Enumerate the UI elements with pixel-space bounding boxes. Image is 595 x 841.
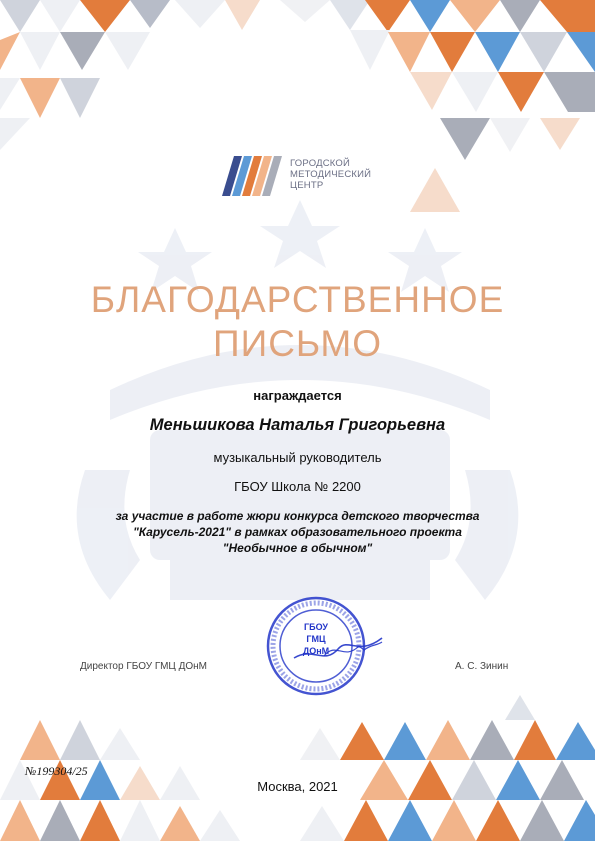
award-description: за участие в работе жюри конкурса детского творчества "Карусель-2021" в рамках образовательного проекта "Необычное в обычном" [115, 509, 480, 555]
document-title-line-1: БЛАГОДАРСТВЕННОЕ [90, 279, 505, 320]
city-year: Москва, 2021 [257, 779, 338, 794]
stamp-text-2: ГМЦ [306, 634, 326, 644]
stamp-text-3: ДОнМ [302, 646, 330, 656]
director-title: Директор ГБОУ ГМЦ ДОнМ [80, 661, 207, 672]
logo-line-1: ГОРОДСКОЙ [290, 158, 351, 169]
organization-logo [222, 156, 392, 198]
awarded-label: награждается [253, 388, 342, 403]
logo-line-3: ЦЕНТР [290, 180, 324, 191]
director-name: А. С. Зинин [455, 661, 509, 672]
logo-text [290, 158, 371, 191]
document-title-line-2: ПИСЬМО [213, 323, 382, 364]
logo-line-2: МЕТОДИЧЕСКИЙ [290, 169, 372, 180]
stamp-text-1: ГБОУ [304, 622, 328, 632]
bottom-triangle-band [0, 695, 595, 841]
official-stamp [264, 586, 384, 706]
recipient-name: Меньшикова Наталья Григорьевна [149, 416, 446, 434]
document-number: №199304/25 [25, 764, 88, 778]
recipient-school: ГБОУ Школа № 2200 [234, 479, 361, 494]
logo-mark-icon [222, 156, 284, 196]
recipient-position: музыкальный руководитель [213, 450, 382, 465]
